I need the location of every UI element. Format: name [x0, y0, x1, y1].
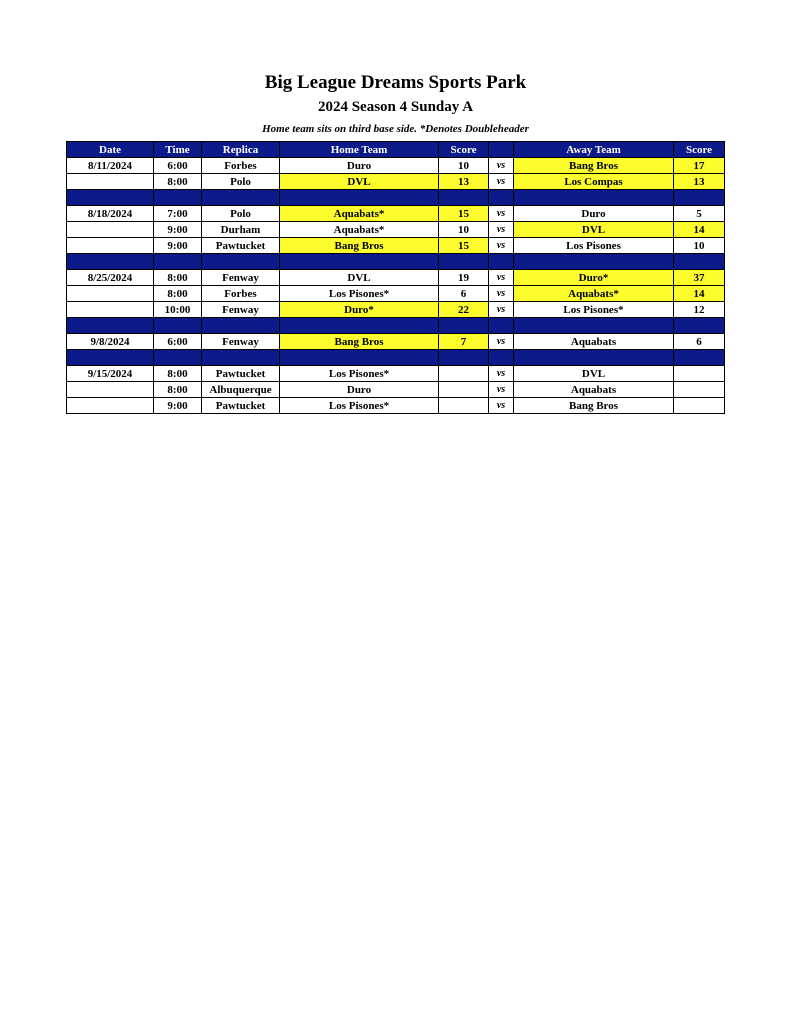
home-score-cell [439, 382, 489, 398]
away-team-cell: Duro* [514, 270, 674, 286]
separator-cell [67, 190, 154, 206]
home-score-cell [439, 366, 489, 382]
home-team-cell: Bang Bros [280, 334, 439, 350]
away-team-cell: Bang Bros [514, 398, 674, 414]
header-vs [489, 142, 514, 158]
game-row [67, 270, 725, 286]
separator-cell [280, 254, 439, 270]
home-team-cell: Los Pisones* [280, 286, 439, 302]
date-cell [67, 302, 154, 318]
vs-cell: vs [489, 382, 514, 398]
date-cell [67, 286, 154, 302]
page-subtitle: 2024 Season 4 Sunday A [317, 99, 474, 115]
header-replica: Replica [202, 142, 280, 158]
away-team-cell: Aquabats [514, 382, 674, 398]
separator-cell [202, 350, 280, 366]
vs-cell: vs [489, 366, 514, 382]
separator-cell [202, 254, 280, 270]
away-team-cell: Los Compas [514, 174, 674, 190]
date-cell [67, 238, 154, 254]
away-team-cell: DVL [514, 222, 674, 238]
vs-cell: vs [489, 158, 514, 174]
date-cell: 9/15/2024 [67, 366, 154, 382]
date-cell: 8/11/2024 [67, 158, 154, 174]
header-away-team: Away Team [514, 142, 674, 158]
home-score-cell: 22 [439, 302, 489, 318]
home-team-cell: Duro [280, 382, 439, 398]
vs-cell: vs [489, 174, 514, 190]
time-cell: 10:00 [154, 302, 202, 318]
schedule-body [67, 158, 725, 414]
home-score-cell: 10 [439, 158, 489, 174]
separator-cell [154, 190, 202, 206]
separator-cell [514, 350, 674, 366]
vs-cell: vs [489, 238, 514, 254]
away-team-cell: Aquabats* [514, 286, 674, 302]
time-cell: 8:00 [154, 366, 202, 382]
replica-cell: Pawtucket [202, 366, 280, 382]
date-cell [67, 382, 154, 398]
game-row [67, 238, 725, 254]
replica-cell: Polo [202, 174, 280, 190]
home-team-cell: DVL [280, 270, 439, 286]
home-score-cell [439, 398, 489, 414]
away-score-cell: 5 [674, 206, 725, 222]
away-team-cell: Bang Bros [514, 158, 674, 174]
separator-cell [280, 190, 439, 206]
separator-cell [514, 254, 674, 270]
schedule-table [66, 141, 725, 414]
home-score-cell: 13 [439, 174, 489, 190]
replica-cell: Durham [202, 222, 280, 238]
replica-cell: Fenway [202, 334, 280, 350]
home-team-cell: Aquabats* [280, 206, 439, 222]
vs-cell: vs [489, 222, 514, 238]
game-row [67, 334, 725, 350]
game-row [67, 286, 725, 302]
separator-row [67, 318, 725, 334]
date-cell [67, 222, 154, 238]
away-team-cell: DVL [514, 366, 674, 382]
time-cell: 9:00 [154, 222, 202, 238]
replica-cell: Fenway [202, 270, 280, 286]
separator-cell [280, 350, 439, 366]
away-team-cell: Los Pisones [514, 238, 674, 254]
separator-cell [154, 350, 202, 366]
separator-cell [674, 318, 725, 334]
game-row [67, 222, 725, 238]
home-score-cell: 10 [439, 222, 489, 238]
separator-cell [674, 254, 725, 270]
separator-cell [202, 190, 280, 206]
game-row [67, 398, 725, 414]
separator-cell [514, 318, 674, 334]
away-team-cell: Duro [514, 206, 674, 222]
header-away-score: Score [674, 142, 725, 158]
date-cell: 8/25/2024 [67, 270, 154, 286]
separator-cell [674, 350, 725, 366]
date-cell: 8/18/2024 [67, 206, 154, 222]
time-cell: 8:00 [154, 270, 202, 286]
away-score-cell: 14 [674, 286, 725, 302]
home-score-cell: 7 [439, 334, 489, 350]
game-row [67, 302, 725, 318]
away-score-cell: 12 [674, 302, 725, 318]
game-row [67, 382, 725, 398]
separator-cell [489, 190, 514, 206]
home-score-cell: 6 [439, 286, 489, 302]
time-cell: 8:00 [154, 174, 202, 190]
time-cell: 8:00 [154, 286, 202, 302]
separator-cell [439, 350, 489, 366]
date-cell [67, 174, 154, 190]
vs-cell: vs [489, 302, 514, 318]
home-team-cell: Duro [280, 158, 439, 174]
away-team-cell: Los Pisones* [514, 302, 674, 318]
away-score-cell [674, 382, 725, 398]
game-row [67, 366, 725, 382]
replica-cell: Pawtucket [202, 398, 280, 414]
game-row [67, 158, 725, 174]
time-cell: 6:00 [154, 158, 202, 174]
game-row [67, 174, 725, 190]
away-score-cell: 14 [674, 222, 725, 238]
away-score-cell: 17 [674, 158, 725, 174]
separator-cell [489, 350, 514, 366]
separator-cell [514, 190, 674, 206]
vs-cell: vs [489, 334, 514, 350]
home-score-cell: 19 [439, 270, 489, 286]
page-title: Big League Dreams Sports Park [264, 72, 527, 93]
replica-cell: Forbes [202, 158, 280, 174]
home-team-cell: DVL [280, 174, 439, 190]
replica-cell: Pawtucket [202, 238, 280, 254]
date-cell: 9/8/2024 [67, 334, 154, 350]
separator-cell [67, 254, 154, 270]
separator-cell [439, 190, 489, 206]
header-date: Date [67, 142, 154, 158]
time-cell: 9:00 [154, 238, 202, 254]
separator-cell [67, 350, 154, 366]
home-team-cell: Bang Bros [280, 238, 439, 254]
vs-cell: vs [489, 398, 514, 414]
separator-cell [489, 318, 514, 334]
separator-row [67, 350, 725, 366]
away-score-cell [674, 366, 725, 382]
game-row [67, 206, 725, 222]
header-home-score: Score [439, 142, 489, 158]
home-team-cell: Los Pisones* [280, 398, 439, 414]
separator-cell [202, 318, 280, 334]
date-cell [67, 398, 154, 414]
away-team-cell: Aquabats [514, 334, 674, 350]
table-header-row [67, 142, 725, 158]
vs-cell: vs [489, 270, 514, 286]
separator-row [67, 254, 725, 270]
home-score-cell: 15 [439, 238, 489, 254]
separator-cell [489, 254, 514, 270]
home-score-cell: 15 [439, 206, 489, 222]
time-cell: 6:00 [154, 334, 202, 350]
replica-cell: Polo [202, 206, 280, 222]
separator-cell [439, 254, 489, 270]
separator-cell [674, 190, 725, 206]
home-team-cell: Duro* [280, 302, 439, 318]
header-time: Time [154, 142, 202, 158]
time-cell: 7:00 [154, 206, 202, 222]
vs-cell: vs [489, 206, 514, 222]
replica-cell: Fenway [202, 302, 280, 318]
header-home-team: Home Team [280, 142, 439, 158]
separator-row [67, 190, 725, 206]
separator-cell [439, 318, 489, 334]
separator-cell [67, 318, 154, 334]
away-score-cell: 6 [674, 334, 725, 350]
home-team-cell: Los Pisones* [280, 366, 439, 382]
away-score-cell: 37 [674, 270, 725, 286]
time-cell: 8:00 [154, 382, 202, 398]
separator-cell [154, 318, 202, 334]
away-score-cell: 10 [674, 238, 725, 254]
away-score-cell: 13 [674, 174, 725, 190]
separator-cell [280, 318, 439, 334]
separator-cell [154, 254, 202, 270]
time-cell: 9:00 [154, 398, 202, 414]
doubleheader-note: Home team sits on third base side. *Denotes Doubleheader [262, 123, 529, 135]
replica-cell: Albuquerque [202, 382, 280, 398]
replica-cell: Forbes [202, 286, 280, 302]
vs-cell: vs [489, 286, 514, 302]
away-score-cell [674, 398, 725, 414]
home-team-cell: Aquabats* [280, 222, 439, 238]
